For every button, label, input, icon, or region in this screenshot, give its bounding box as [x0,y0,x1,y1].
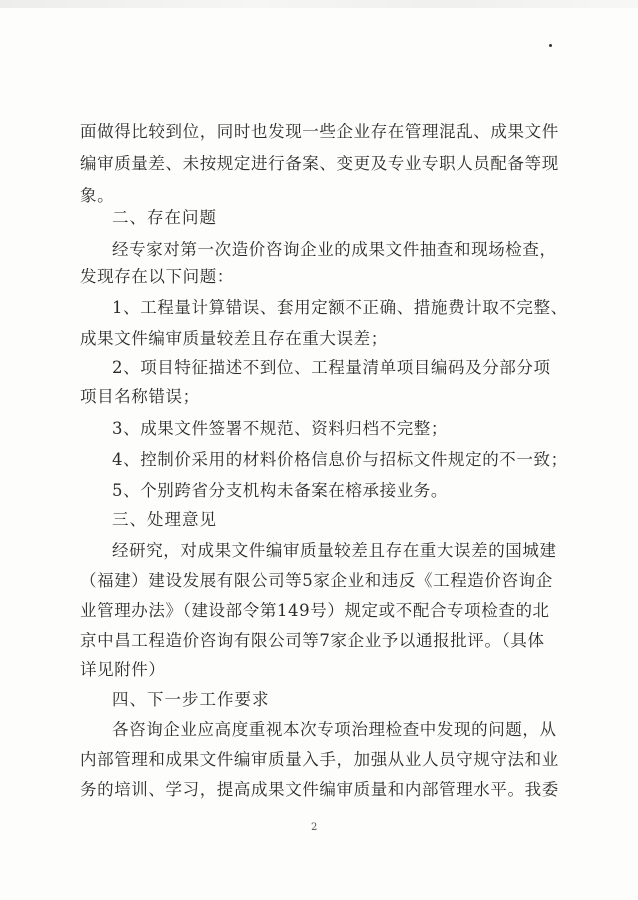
section-heading: 二、存在问题 [112,208,217,227]
list-item: 3、成果文件签署不规范、资料归档不完整； [112,419,448,438]
body-line: 经专家对第一次造价咨询企业的成果文件抽查和现场检查， [112,240,557,259]
body-line: 面做得比较到位，同时也发现一些企业存在管理混乱、成果文件 [80,122,559,141]
body-line: 内部管理和成果文件编审质量入手，加强从业人员守规守法和业 [80,750,559,769]
body-line: 详见附件） [80,660,166,679]
list-item: 2、项目特征描述不到位、工程量清单项目编码及分部分项 [112,358,551,377]
body-line: 发现存在以下问题： [80,267,234,286]
body-line: （福建）建设发展有限公司等5家企业和违反《工程造价咨询企 [80,571,553,590]
body-line: 业管理办法》（建设部令第149号）规定或不配合专项检查的北 [80,601,550,620]
body-line: 编审质量差、未按规定进行备案、变更及专业专职人员配备等现 [80,154,559,173]
body-line: 项目名称错误； [80,387,200,406]
list-item: 4、控制价采用的材料价格信息价与招标文件规定的不一致； [112,450,568,469]
body-line: 象。 [80,186,115,205]
body-line: 各咨询企业应高度重视本次专项治理检查中发现的问题，从 [112,720,557,739]
section-heading: 四、下一步工作要求 [112,690,270,709]
scan-dot [549,44,552,47]
body-line: 务的培训、学习，提高成果文件编审质量和内部管理水平。我委 [80,780,559,799]
scan-edge [0,0,638,8]
body-line: 成果文件编审质量较差且存在重大误差； [80,329,388,348]
page-number: 2 [311,822,318,833]
body-line: 经研究，对成果文件编审质量较差且存在重大误差的国城建 [112,541,557,560]
list-item: 5、个别跨省分支机构未备案在榕承接业务。 [112,481,448,500]
list-item: 1、工程量计算错误、套用定额不正确、措施费计取不完整、 [112,298,568,317]
body-line: 京中昌工程造价咨询有限公司等7家企业予以通报批评。（具体 [80,631,545,650]
section-heading: 三、处理意见 [112,510,217,529]
